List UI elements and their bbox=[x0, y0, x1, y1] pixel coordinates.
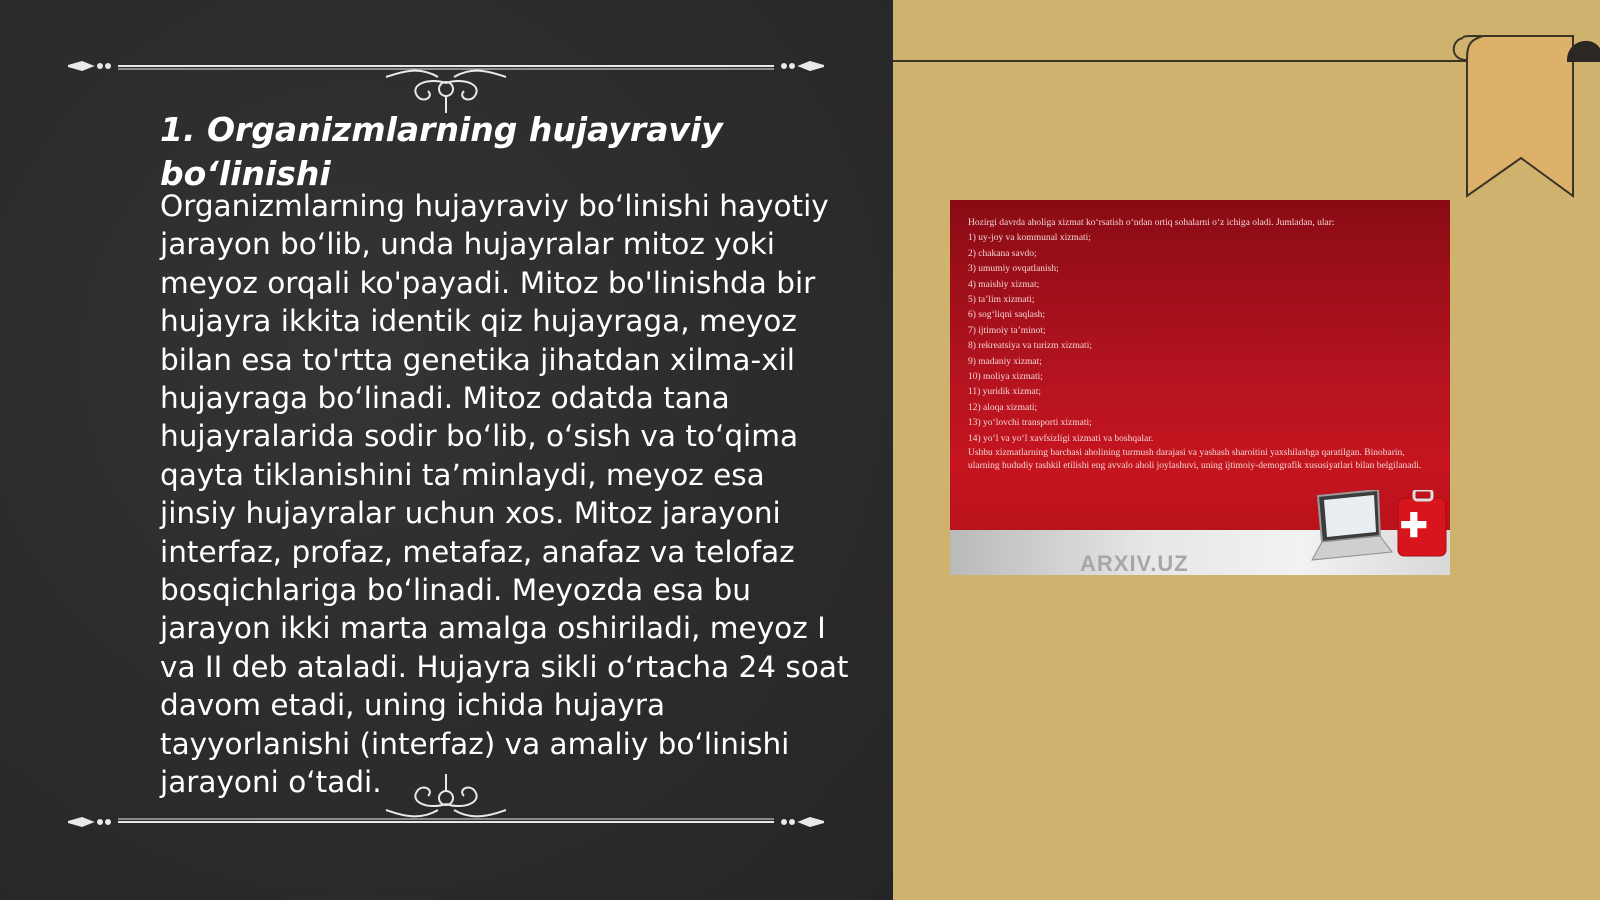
thumbnail-list-item: 4) maishiy xizmat; bbox=[968, 279, 1040, 290]
thumbnail-list-item: 6) sog‘liqni saqlash; bbox=[968, 310, 1046, 321]
ornament-divider-top bbox=[68, 55, 824, 115]
thumbnail-list-item: 12) aloqa xizmati; bbox=[968, 402, 1038, 413]
thumbnail-list-item: 14) yo‘l va yo‘l xavfsizligi xizmati va boshqalar. bbox=[968, 433, 1154, 444]
thumbnail-list-item: 1) uy-joy va kommunal xizmati; bbox=[968, 233, 1091, 244]
slide-body-text: Organizmlarning hujayraviy bo‘linishi hayotiy jarayon bo‘lib, unda hujayralar mitoz yoki meyoz orqali ko'payadi. Mitoz bo'linishda bir hujayra ikkita identik qiz hujayraga, meyoz bilan esa to'rtta genetika jihatdan xilma-xil hujayraga bo‘linadi. Mitoz odatda tana hujayralarida sodir bo‘lib, o‘sish va to‘qima qayta tiklanishini ta’minlaydi, meyoz esa jinsiy hujayralar uchun xos. Mitoz jarayoni interfaz, profaz, metafaz, anafaz va telofaz bosqichlariga bo‘linadi. Meyozda esa bu jarayon ikki marta amalga oshiriladi, meyoz I va II deb ataladi. Hujayra sikli o‘rtacha 24 soat davom etadi, uning ichida hujayra tayyorlanishi (interfaz) va amaliy bo‘linishi jarayoni o‘tadi. bbox=[160, 189, 849, 800]
laptop-icon bbox=[1310, 490, 1450, 575]
thumbnail-list-item: 3) umumiy ovqatlanish; bbox=[968, 264, 1059, 275]
thumbnail-list-item: 10) moliya xizmati; bbox=[968, 372, 1043, 383]
thumbnail-list-item: 7) ijtimoiy ta’minot; bbox=[968, 325, 1046, 336]
thumbnail-closing: Ushbu xizmatlarning barchasi aholining turmush darajasi va yashash sharoitini yaxshilashga qaratilgan. Binobarin, ularning hududiy tashkil etilishi eng avvalo aholi joylashuvi, uning ijtimoiy-demografik xususiyatlari bilan belgilanadi. bbox=[968, 448, 1422, 471]
bookmark-ribbon-icon bbox=[1423, 0, 1600, 200]
thumbnail-list-item: 8) rekreatsiya va turizm xizmati; bbox=[968, 341, 1092, 352]
slide-title: 1. Organizmlarning hujayraviy bo‘linishi bbox=[160, 110, 723, 193]
thumbnail-text bbox=[968, 216, 1428, 472]
thumbnail-list-item: 11) yuridik xizmat; bbox=[968, 387, 1041, 398]
thumbnail-intro: Hozirgi davrda aholiga xizmat ko‘rsatish o‘ndan ortiq sohalarni o‘z ichiga oladi. Jumladan, ular: bbox=[968, 218, 1335, 228]
ornament-divider-bottom bbox=[68, 772, 824, 832]
thumbnail-list-item: 13) yo‘lovchi transporti xizmati; bbox=[968, 418, 1092, 429]
thumbnail-list-item: 5) ta’lim xizmati; bbox=[968, 295, 1035, 306]
thumbnail-list-item: 9) madaniy xizmat; bbox=[968, 356, 1042, 367]
thumbnail-list-item: 2) chakana savdo; bbox=[968, 248, 1037, 259]
slide-thumbnail-image bbox=[950, 200, 1450, 575]
watermark-text: ARXIV.UZ bbox=[1080, 551, 1189, 575]
